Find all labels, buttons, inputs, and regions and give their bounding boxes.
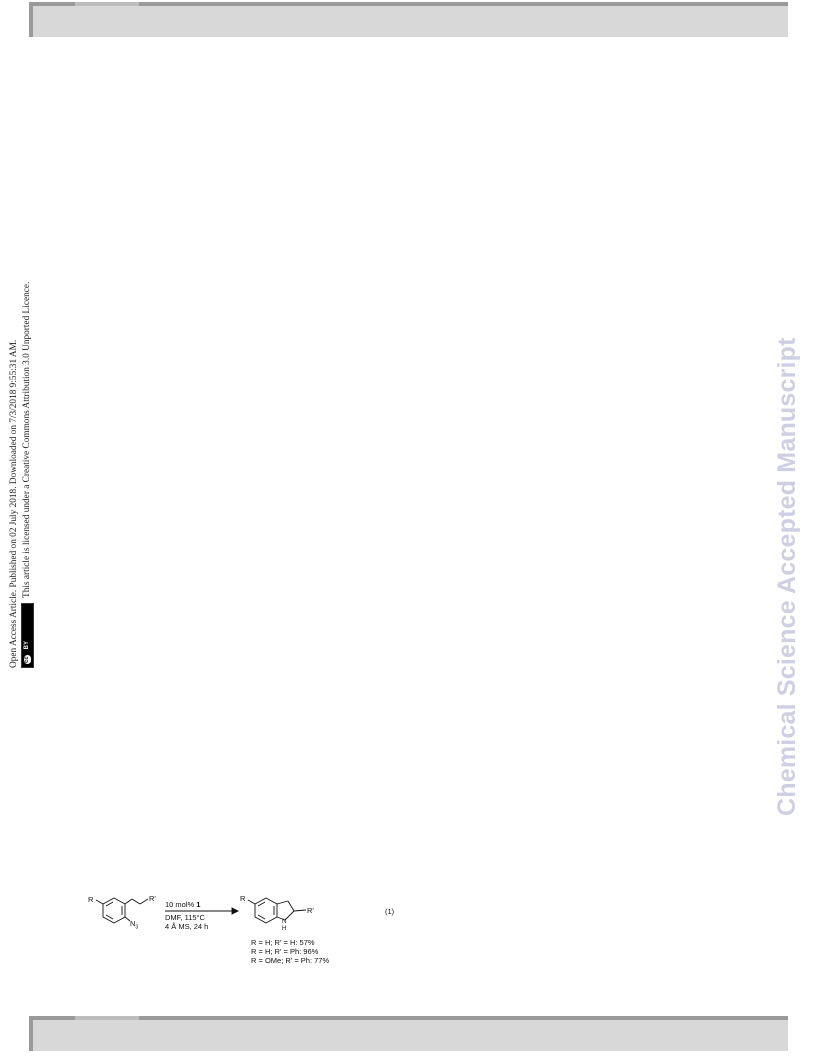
- badge-fill: [23, 604, 32, 638]
- reaction-structures: [80, 888, 420, 978]
- substrate-r-bond: [96, 900, 103, 904]
- substrate-azide-label: [130, 919, 138, 931]
- substrate-aromatic-bond: [106, 902, 113, 906]
- accepted-manuscript-watermark: Chemical Science Accepted Manuscript: [773, 337, 801, 816]
- product-nh-h: H: [282, 926, 287, 932]
- product-aromatic-bond: [258, 915, 265, 919]
- azide-n: N: [130, 919, 136, 928]
- footer-bar: [29, 1016, 788, 1051]
- substrate-chain-bond: [140, 899, 148, 904]
- product-r-bond: [248, 900, 255, 904]
- azide-subscript: 3: [135, 924, 139, 931]
- product-ring-bond: [288, 901, 294, 911]
- cc-by-badge-icon[interactable]: [21, 603, 34, 668]
- cc-icon: cc: [24, 656, 30, 663]
- substrate-aromatic-bond: [106, 915, 113, 919]
- license-line-2-text[interactable]: This article is licensed under a Creative Commons Attribution 3.0 Unported Licence.: [22, 281, 32, 598]
- by-icon: BY: [24, 640, 30, 650]
- header-bar-tab: [75, 2, 139, 6]
- license-line-2[interactable]: [21, 208, 34, 668]
- product-r-prime-label: R': [307, 906, 314, 915]
- product-ring-bond: [277, 901, 288, 904]
- product-ring-bond: [285, 911, 294, 920]
- reaction-arrow-head: [232, 908, 238, 914]
- license-line-1: [8, 208, 21, 668]
- yield-result-row: R = H; R' = H: 57%: [251, 938, 315, 947]
- conditions-line-2: DMF, 115°C: [165, 913, 205, 922]
- product-r-label: R: [240, 894, 246, 903]
- license-line-1-text: Open Access Article. Published on 02 July 2018. Downloaded on 7/3/2018 9:55:31 AM.: [9, 339, 19, 668]
- equation-number: (1): [385, 907, 395, 916]
- substrate-r-label: R: [88, 895, 94, 904]
- footer-bar-tab: [75, 1016, 139, 1020]
- conditions-line-3: 4 Å MS, 24 h: [165, 922, 209, 931]
- yield-result-row: R = OMe; R' = Ph: 77%: [251, 956, 330, 965]
- product-aromatic-bond: [258, 902, 265, 906]
- yield-result-row: R = H; R' = Ph: 96%: [251, 947, 319, 956]
- product-nh-n: N: [282, 919, 287, 925]
- reaction-scheme: [80, 888, 420, 978]
- catalyst-loading: 10 mol%: [165, 900, 197, 909]
- header-bar: [29, 2, 788, 37]
- license-side-note: [8, 208, 40, 668]
- substrate-chain-bond: [125, 899, 132, 904]
- product-r-prime-bond: [294, 910, 306, 911]
- substrate-chain-bond: [132, 899, 140, 904]
- yield-results: [251, 938, 329, 965]
- substrate-r-prime-label: R': [149, 894, 156, 903]
- catalyst-number: 1: [196, 900, 201, 909]
- conditions-line-1: [165, 900, 200, 909]
